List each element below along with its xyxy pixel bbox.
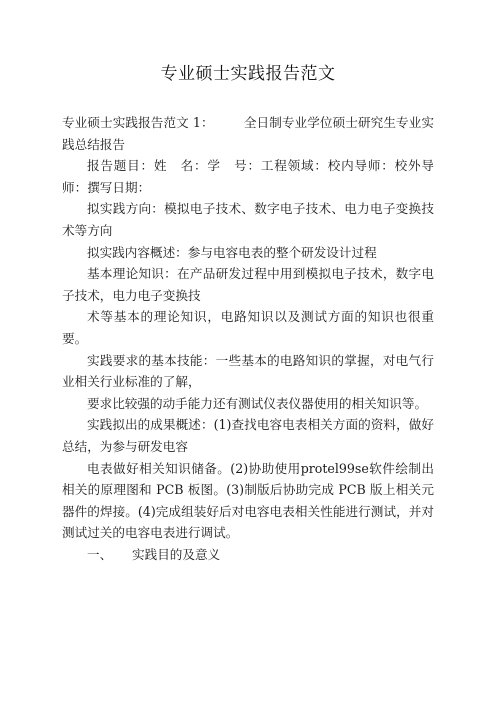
section-heading: [62, 544, 434, 566]
basic-skills-continued-paragraph: 要求比较强的动手能力还有测试仪表仪器使用的相关知识等。: [87, 395, 428, 411]
expected-results-paragraph: 实践拟出的成果概述：(1)查找电容电表相关方面的资料，做好总结，为参与研发电容: [62, 417, 434, 454]
basic-skills-paragraph: 实践要求的基本技能：一些基本的电路知识的掌握，对电气行业相关行业标准的了解，: [62, 352, 434, 390]
intro-subtitle: 全日制专业学位硕士研究生专业实践总结报告: [62, 115, 434, 152]
document-body: [62, 112, 434, 565]
intro-paragraph: [62, 112, 434, 155]
section-heading-text: 实践目的及意义: [132, 546, 221, 562]
report-fields-paragraph: 报告题目：姓 名：学 号：工程领域：校内导师：校外导师：撰写日期：: [62, 158, 434, 195]
expected-results-continued-paragraph: 电表做好相关知识储备。(2)协助使用protel99se软件绘制出相关的原理图和 PCB 板图。(3)制版后协助完成 PCB 版上相关元器件的焊接。(4)完成组装好后对电容电表相关性能进行测试，并对测试过关的电容电表进行调试。: [62, 460, 434, 541]
section-number: 一、: [87, 546, 113, 562]
basic-theory-paragraph: 基本理论知识：在产品研发过程中用到模拟电子技术，数字电子技术，电力电子变换技: [62, 266, 434, 303]
document-title: 专业硕士实践报告范文: [160, 64, 336, 84]
practice-direction-paragraph: 拟实践方向：模拟电子技术、数字电子技术、电力电子变换技术等方向: [62, 201, 434, 238]
practice-content-paragraph: 拟实践内容概述：参与电容电表的整个研发设计过程: [87, 244, 377, 260]
intro-label: 专业硕士实践报告范文 1：: [62, 115, 214, 130]
basic-theory-continued-paragraph: 术等基本的理论知识，电路知识以及测试方面的知识也很重要。: [62, 309, 434, 346]
